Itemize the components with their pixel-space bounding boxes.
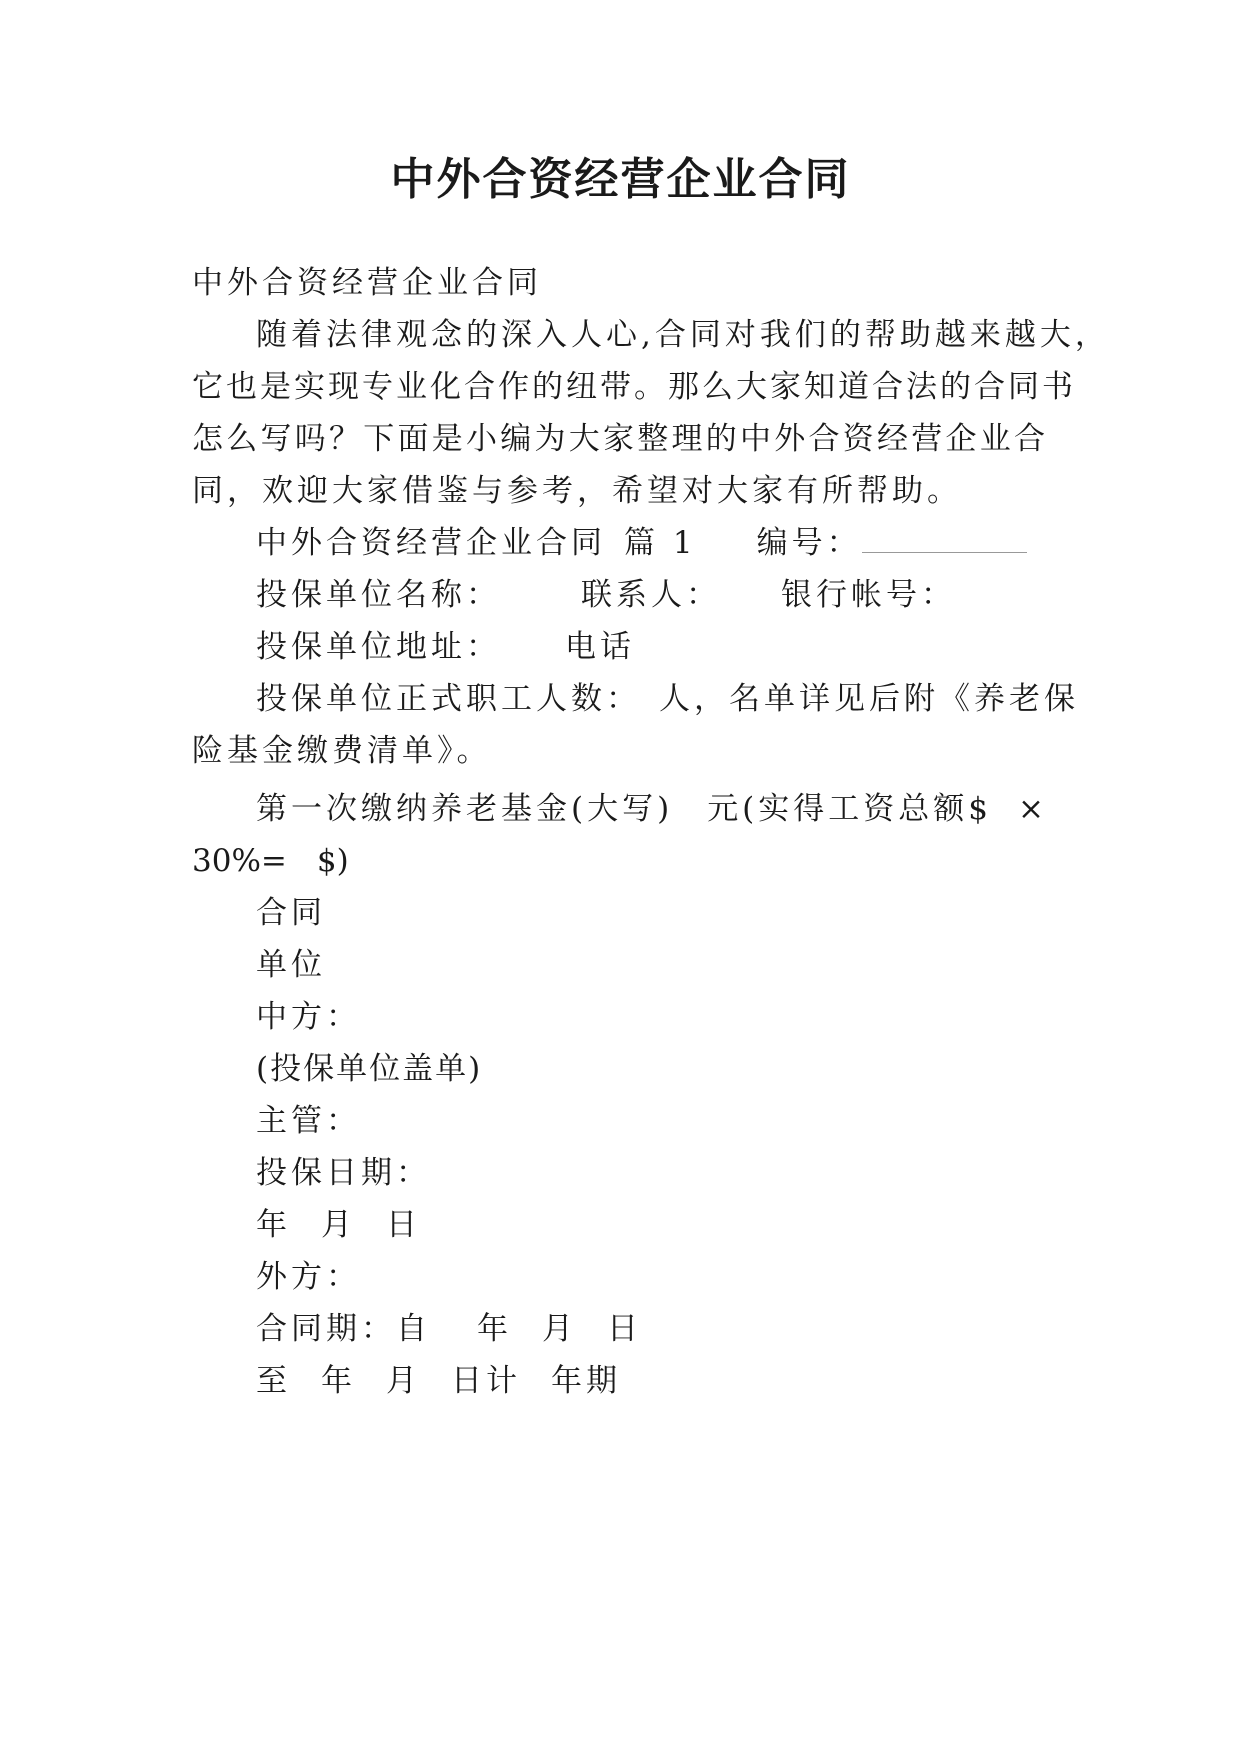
payment-row-cont — [192, 840, 349, 882]
phone-label: 电话 — [565, 629, 635, 665]
period-year: 年 — [477, 1311, 512, 1347]
contract-period-row — [256, 1308, 642, 1350]
date-day: 日 — [386, 1207, 421, 1243]
item-seal-note: (投保单位盖单) — [256, 1051, 483, 1087]
item-insure-date: 投保日期： — [256, 1155, 431, 1191]
period-end-month: 月 — [386, 1363, 421, 1399]
number-label: 编号： — [756, 525, 862, 561]
period-term: 年期 — [551, 1363, 621, 1399]
item-supervisor: 主管： — [256, 1103, 361, 1139]
foreign-party: 外方： — [256, 1259, 361, 1295]
unit-info-row — [256, 574, 956, 616]
number-blank — [862, 526, 1027, 553]
payment-row — [256, 788, 1048, 830]
address-label: 投保单位地址： — [256, 629, 501, 665]
period-end-to: 至 — [256, 1363, 291, 1399]
period-end-day: 日计 — [451, 1363, 521, 1399]
multiply-sign: × — [1018, 791, 1048, 827]
staff-row-cont: 险基金缴费清单》。 — [192, 733, 492, 769]
contact-label: 联系人： — [581, 577, 721, 613]
payment-salary: 元(实得工资总额$ — [707, 791, 993, 827]
subtitle: 中外合资经营企业合同 — [192, 265, 542, 301]
contract-period-end-row — [256, 1360, 621, 1402]
period-month: 月 — [542, 1311, 577, 1347]
insure-date-row — [256, 1204, 421, 1246]
staff-count-label: 投保单位正式职工人数： — [256, 681, 641, 717]
period-end-year: 年 — [321, 1363, 356, 1399]
unit-name-label: 投保单位名称： — [256, 577, 501, 613]
payment-dollar: $) — [316, 843, 349, 879]
section-part: 篇 1 — [624, 525, 697, 561]
intro-line-4: 同，欢迎大家借鉴与参考，希望对大家有所帮助。 — [192, 473, 962, 509]
payment-label: 第一次缴纳养老基金(大写) — [256, 791, 674, 827]
date-month: 月 — [321, 1207, 356, 1243]
intro-line-3: 怎么写吗？下面是小编为大家整理的中外合资经营企业合 — [192, 421, 1048, 457]
document-title: 中外合资经营企业合同 — [390, 154, 851, 205]
section-name: 中外合资经营企业合同 — [256, 525, 606, 561]
intro-line-1: 随着法律观念的深入人心,合同对我们的帮助越来越大， — [256, 317, 1110, 353]
period-day: 日 — [607, 1311, 642, 1347]
intro-line-2: 它也是实现专业化合作的纽带。那么大家知道合法的合同书 — [192, 369, 1076, 405]
item-unit: 单位 — [256, 947, 326, 983]
item-chinese-party: 中方： — [256, 999, 361, 1035]
date-year: 年 — [256, 1207, 291, 1243]
staff-row — [256, 678, 1079, 720]
address-row — [256, 626, 635, 668]
item-contract: 合同 — [256, 895, 326, 931]
period-label: 合同期：自 — [256, 1311, 431, 1347]
section-heading — [256, 522, 1027, 564]
payment-percent: 30%= — [192, 843, 287, 879]
staff-count-text: 人，名单详见后附《养老保 — [659, 681, 1079, 717]
bank-account-label: 银行帐号： — [781, 577, 956, 613]
